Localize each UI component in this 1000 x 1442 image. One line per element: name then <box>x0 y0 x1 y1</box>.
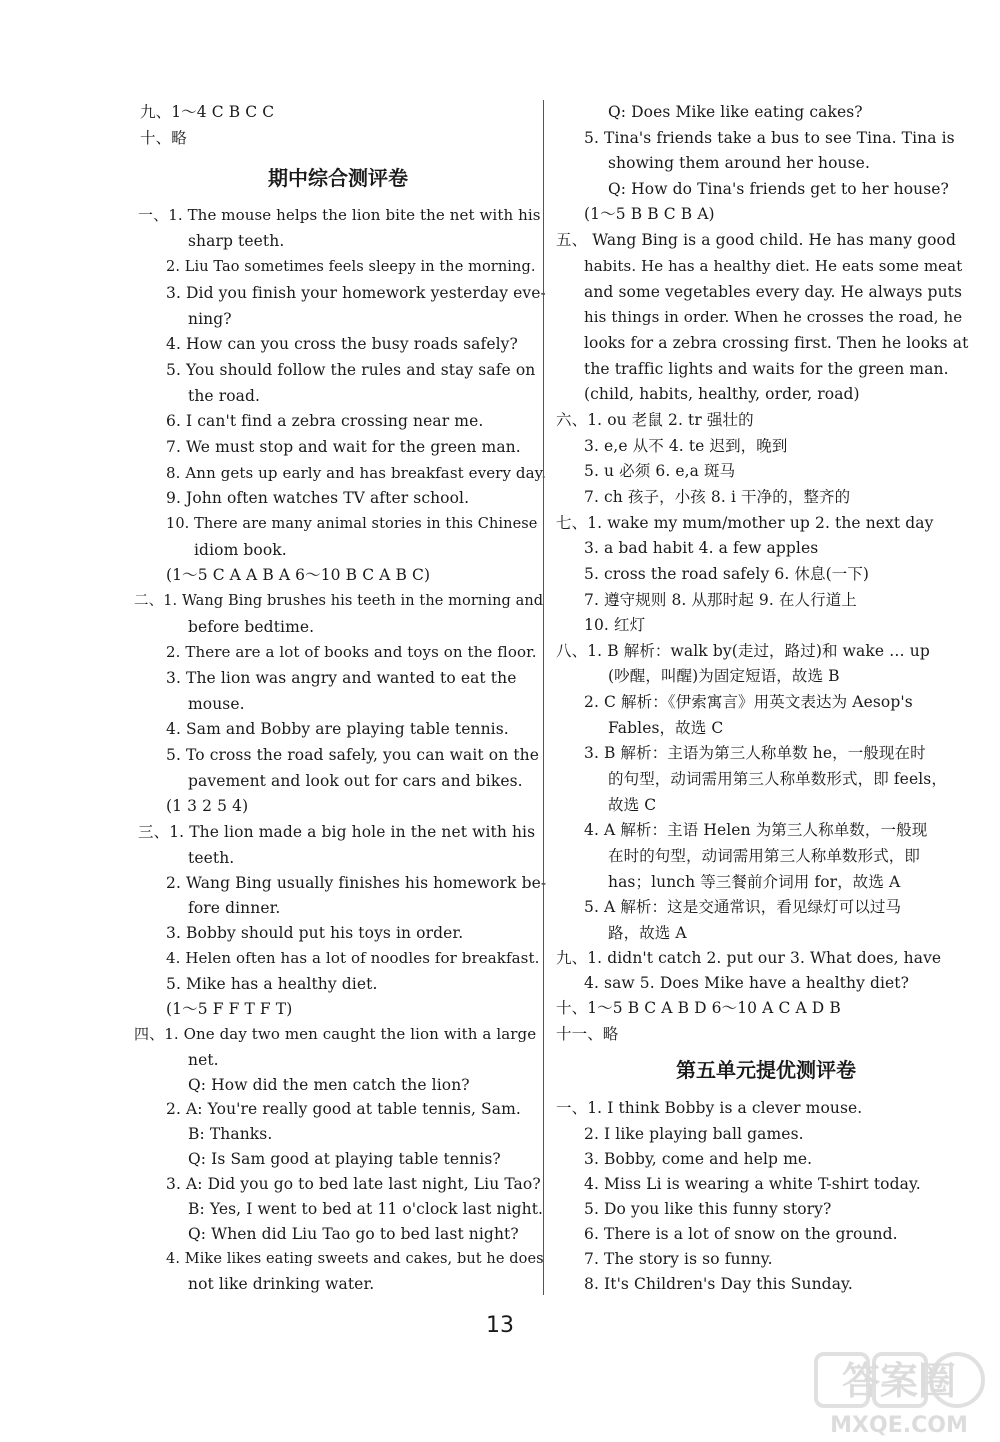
section-heading: 第五单元提优测评卷 <box>676 1058 856 1082</box>
answer-line: 5. Do you like this funny story? <box>584 1200 832 1218</box>
answer-line: mouse. <box>188 695 245 713</box>
answer-line: pavement and look out for cars and bikes. <box>188 772 523 790</box>
answer-line: 6. I can't find a zebra crossing near me. <box>166 412 484 430</box>
answer-line: 4. Sam and Bobby are playing table tennis. <box>166 720 509 738</box>
answer-line: 在时的句型，动词需用第三人称单数形式，即 <box>608 847 921 865</box>
answer-line: 七、1. wake my mum/mother up 2. the next day <box>556 514 934 532</box>
column-divider <box>543 100 544 1295</box>
answer-line: 9. John often watches TV after school. <box>166 489 470 507</box>
answer-line: 6. There is a lot of snow on the ground. <box>584 1225 898 1243</box>
answer-line: 8. Ann gets up early and has breakfast every day. <box>166 464 547 482</box>
answer-line: 3. Bobby should put his toys in order. <box>166 924 464 942</box>
answer-line: 7. The story is so funny. <box>584 1250 773 1268</box>
answer-line: 3. A: Did you go to bed late last night, Liu Tao? <box>166 1175 541 1193</box>
answer-line: 3. e,e 从不 4. te 迟到，晚到 <box>584 437 788 455</box>
answer-line: Fables，故选 C <box>608 719 724 737</box>
answer-line: not like drinking water. <box>188 1275 375 1293</box>
answer-line: 10. 红灯 <box>584 616 646 634</box>
answer-line: 十、略 <box>140 129 187 147</box>
answer-line: 4. Miss Li is wearing a white T-shirt today. <box>584 1175 921 1193</box>
answer-line: 4. How can you cross the busy roads safely? <box>166 335 518 353</box>
answer-line: the traffic lights and waits for the green man. <box>584 360 949 378</box>
answer-line: 3. Bobby, come and help me. <box>584 1150 813 1168</box>
answer-line: Q: Does Mike like eating cakes? <box>608 103 863 121</box>
answer-line: 10. There are many animal stories in this Chinese <box>166 516 538 532</box>
answer-line: 3. a bad habit 4. a few apples <box>584 539 819 557</box>
answer-line: 的句型，动词需用第三人称单数形式，即 feels， <box>608 770 947 788</box>
answer-line: sharp teeth. <box>188 232 285 250</box>
answer-line: (1～5 C A A B A 6～10 B C A B C) <box>166 566 431 584</box>
answer-line: 4. A 解析：主语 Helen 为第三人称单数，一般现 <box>584 821 928 839</box>
answer-line: (1～5 F F T F T) <box>166 1000 293 1018</box>
answer-line: 四、1. One day two men caught the lion with a large <box>134 1025 537 1043</box>
answer-line: 2. C 解析：《伊索寓言》用英文表达为 Aesop's <box>584 693 913 711</box>
answer-line: 2. Wang Bing usually finishes his homework be- <box>166 874 547 892</box>
answer-line: 5. To cross the road safely, you can wait on the <box>166 746 540 764</box>
answer-line: 5. Mike has a healthy diet. <box>166 975 378 993</box>
answer-line: Q: When did Liu Tao go to bed last night? <box>188 1225 519 1243</box>
answer-line: fore dinner. <box>188 899 281 917</box>
answer-line: 4. Mike likes eating sweets and cakes, but he does <box>166 1251 544 1267</box>
answer-line: 7. We must stop and wait for the green man. <box>166 438 521 456</box>
section-heading: 期中综合测评卷 <box>268 166 408 190</box>
answer-line: looks for a zebra crossing first. Then he looks at <box>584 334 969 352</box>
answer-line: showing them around her house. <box>608 154 870 172</box>
answer-line: B: Thanks. <box>188 1125 273 1143</box>
answer-line: 3. B 解析：主语为第三人称单数 he，一般现在时 <box>584 744 926 762</box>
answer-line: before bedtime. <box>188 618 315 636</box>
answer-line: 2. Liu Tao sometimes feels sleepy in the morning. <box>166 259 536 275</box>
answer-line: 一、1. I think Bobby is a clever mouse. <box>556 1099 863 1117</box>
answer-line: teeth. <box>188 849 235 867</box>
answer-line: 路，故选 A <box>608 924 687 942</box>
answer-line: 五、 Wang Bing is a good child. He has many good <box>556 231 956 249</box>
answer-line: Q: Is Sam good at playing table tennis? <box>188 1150 501 1168</box>
answer-line: 7. ch 孩子，小孩 8. i 干净的，整齐的 <box>584 488 851 506</box>
answer-line: (child, habits, healthy, order, road) <box>584 385 860 403</box>
answer-line: 二、1. Wang Bing brushes his teeth in the morning and <box>134 593 544 609</box>
answer-line: B: Yes, I went to bed at 11 o'clock last night. <box>188 1200 544 1218</box>
answer-line: idiom book. <box>194 541 287 559</box>
answer-line: (1～5 B B C B A) <box>584 205 715 223</box>
watermark-brand: 答案圈 <box>841 1359 957 1403</box>
answer-line: 5. A 解析：这是交通常识，看见绿灯可以过马 <box>584 898 902 916</box>
answer-line: 2. There are a lot of books and toys on the floor. <box>166 643 537 661</box>
answer-line: ning? <box>188 310 232 328</box>
watermark-site: MXQE.COM <box>830 1413 968 1438</box>
answer-line: 故选 C <box>608 796 657 814</box>
answer-line: 十、1～5 B C A B D 6～10 A C A D B <box>556 999 841 1017</box>
answer-line: 5. You should follow the rules and stay safe on <box>166 361 536 379</box>
answer-line: 一、1. The mouse helps the lion bite the net with his <box>138 206 541 224</box>
answer-line: (吵醒，叫醒)为固定短语，故选 B <box>608 667 840 685</box>
answer-line: 十一、略 <box>556 1025 619 1043</box>
answer-line: 八、1. B 解析：walk by(走过，路过)和 wake … up <box>556 642 930 660</box>
answer-line: 8. It's Children's Day this Sunday. <box>584 1275 853 1293</box>
page-number: 13 <box>486 1313 514 1338</box>
answer-line: his things in order. When he crosses the road, he <box>584 308 963 326</box>
answer-line: 5. cross the road safely 6. 休息(一下) <box>584 565 870 583</box>
answer-line: 2. A: You're really good at table tennis, Sam. <box>166 1100 521 1118</box>
answer-line: Q: How do Tina's friends get to her house? <box>608 180 949 198</box>
answer-line: 3. Did you finish your homework yesterday eve- <box>166 284 546 302</box>
answer-line: (1 3 2 5 4) <box>166 797 249 815</box>
answer-line: has；lunch 等三餐前介词用 for，故选 A <box>608 873 901 891</box>
answer-line: 5. u 必须 6. e,a 斑马 <box>584 462 736 480</box>
watermark-logo <box>812 1350 987 1438</box>
answer-line: 4. Helen often has a lot of noodles for breakfast. <box>166 949 540 967</box>
answer-line: the road. <box>188 387 261 405</box>
answer-line: 3. The lion was angry and wanted to eat the <box>166 669 517 687</box>
answer-line: 2. I like playing ball games. <box>584 1125 804 1143</box>
answer-line: net. <box>188 1051 219 1069</box>
answer-line: 三、1. The lion made a big hole in the net with his <box>138 823 536 841</box>
answer-line: 5. Tina's friends take a bus to see Tina. Tina is <box>584 129 955 147</box>
answer-line: 九、1～4 C B C C <box>140 103 275 121</box>
answer-line: 九、1. didn't catch 2. put our 3. What does, have <box>556 949 942 967</box>
answer-line: 六、1. ou 老鼠 2. tr 强壮的 <box>556 411 754 429</box>
answer-line: and some vegetables every day. He always puts <box>584 283 963 301</box>
answer-line: Q: How did the men catch the lion? <box>188 1076 470 1094</box>
answer-line: 4. saw 5. Does Mike have a healthy diet? <box>584 974 910 992</box>
answer-line: 7. 遵守规则 8. 从那时起 9. 在人行道上 <box>584 591 857 609</box>
answer-line: habits. He has a healthy diet. He eats some meat <box>584 257 963 275</box>
